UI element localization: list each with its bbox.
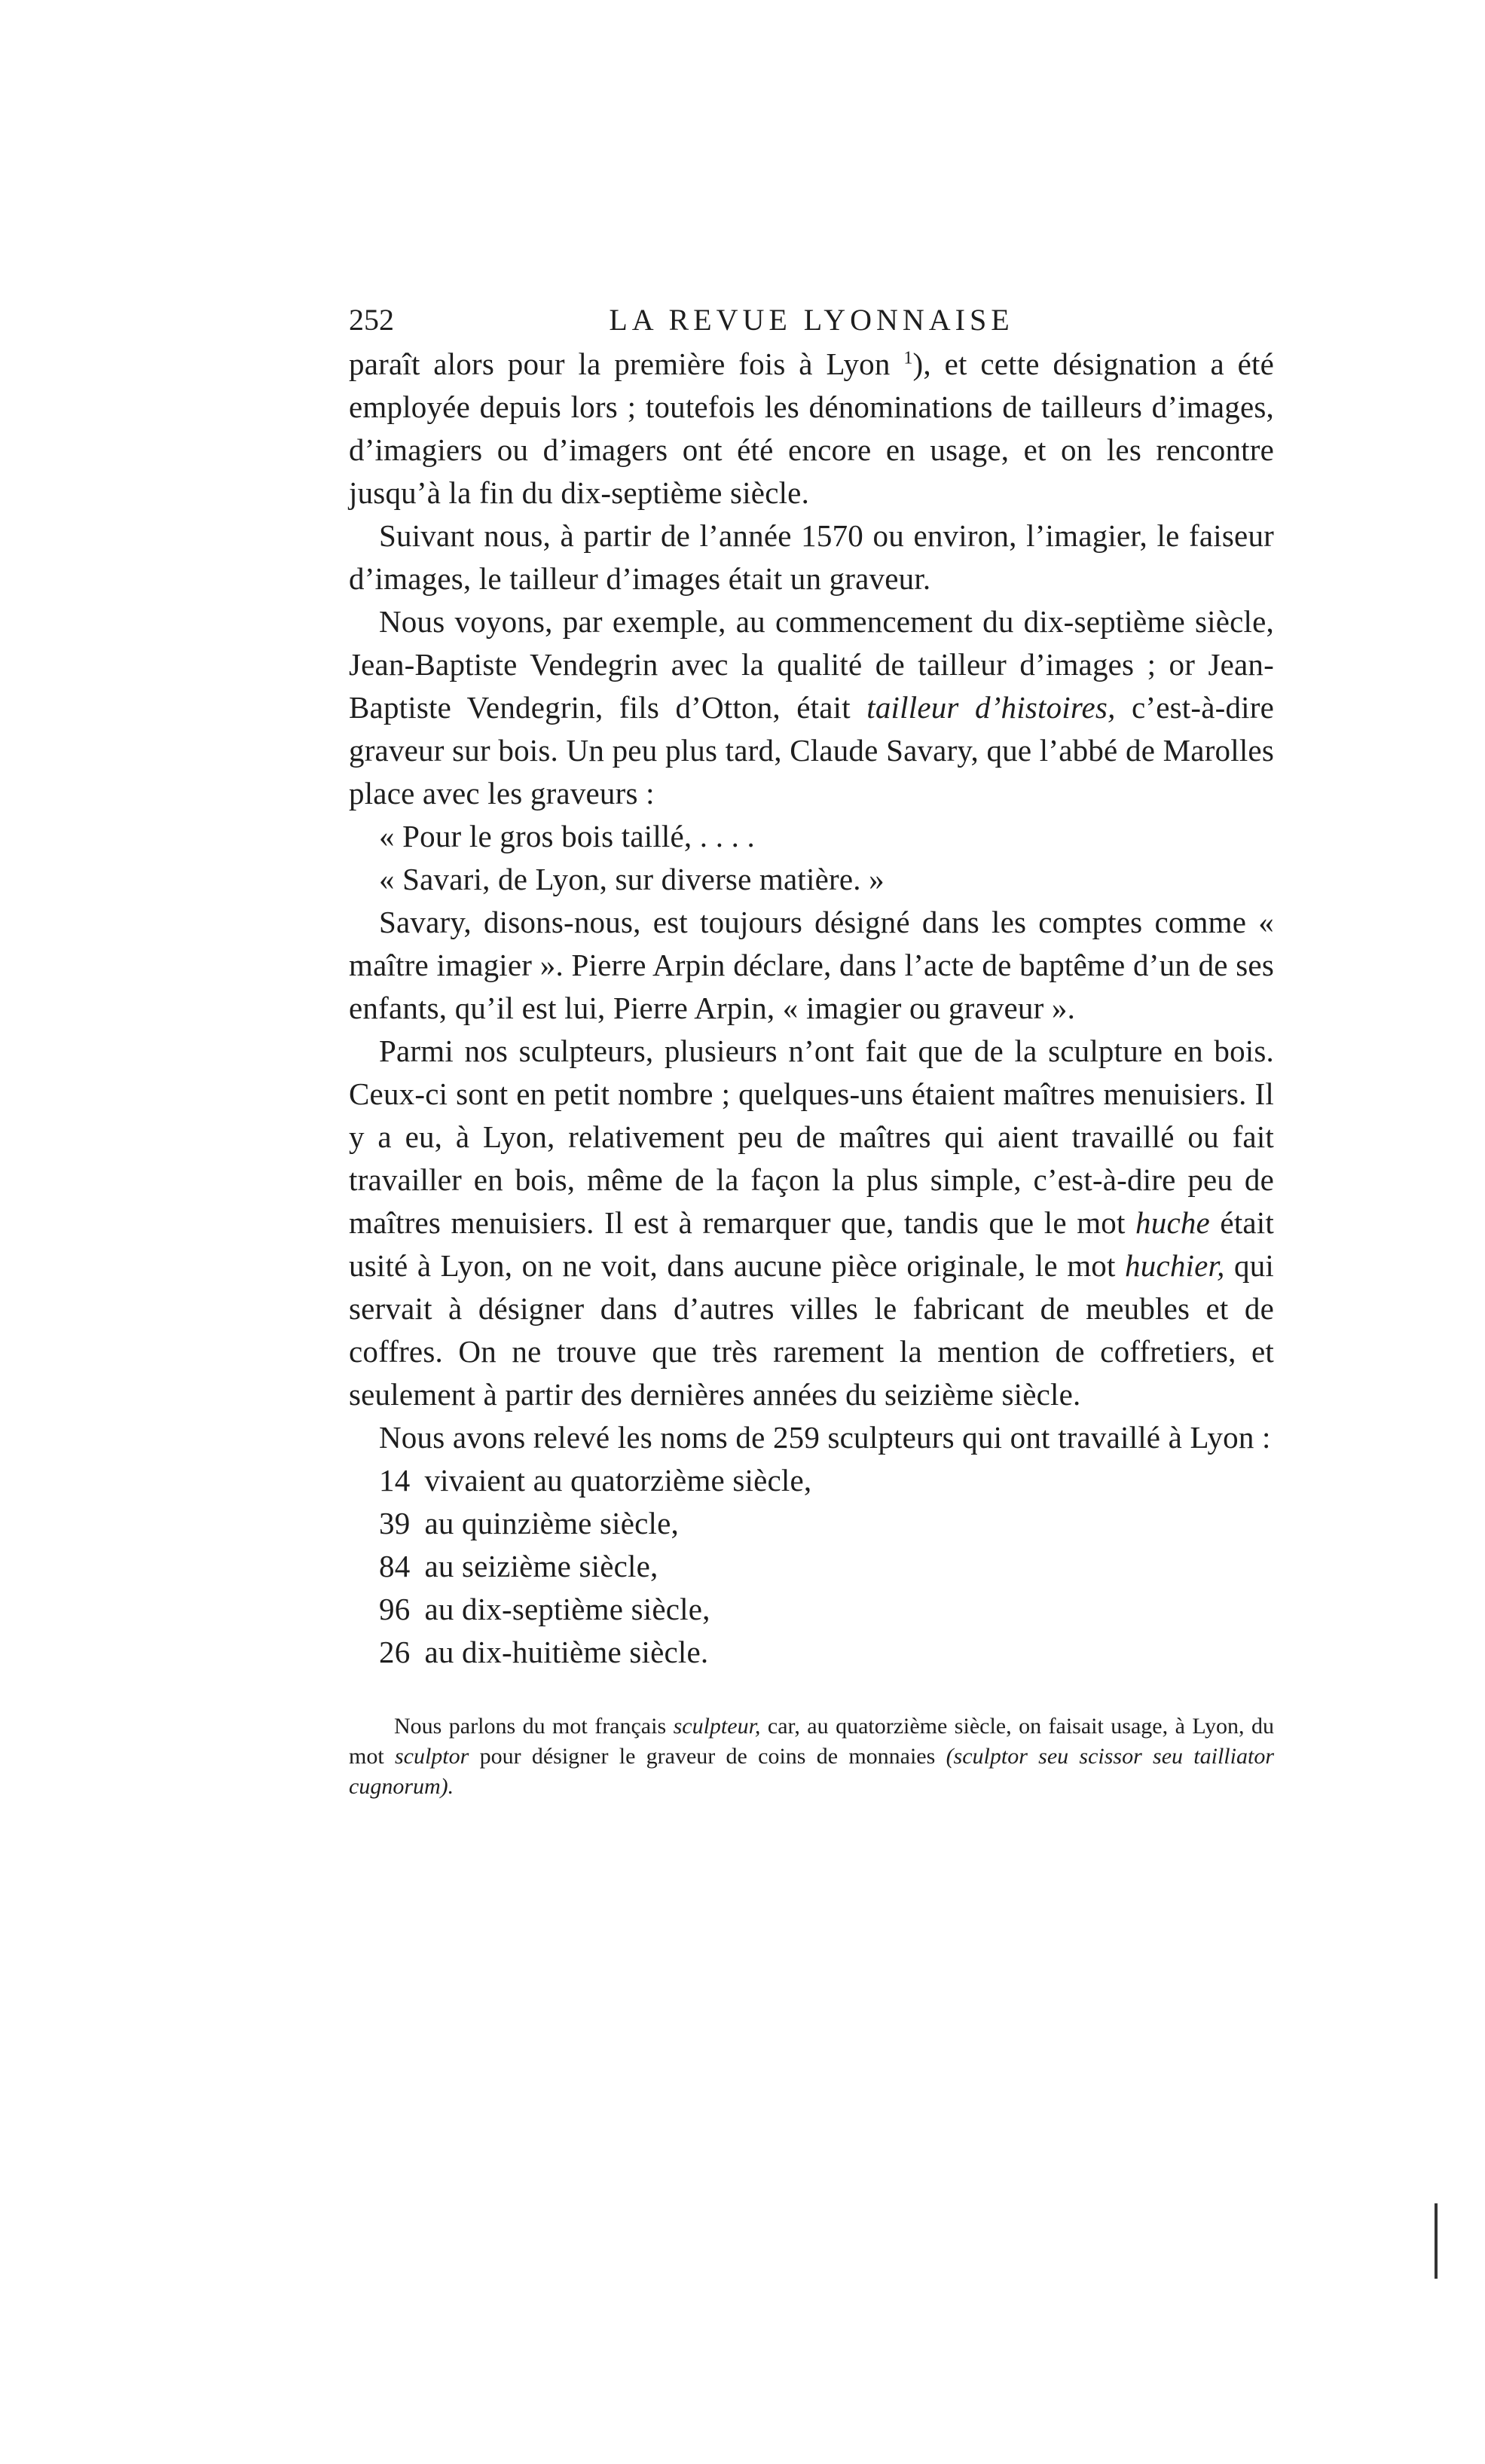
page-edge-mark bbox=[1435, 2203, 1438, 2279]
century-count-list bbox=[349, 1459, 1274, 1674]
quotation-line-1: « Pour le gros bois taillé, . . . . bbox=[379, 819, 755, 853]
list-item: 39 au quinzième siècle, bbox=[379, 1506, 679, 1540]
paragraph-3: Nous voyons, par exemple, au commencement du dix-septième siècle, Jean-Baptiste Vendegrin avec la qualité de tailleur d’images ; or Jean-Baptiste Vendegrin, fils d’Otton, était tailleur d’histoires, c’est-à-dire graveur sur bois. Un peu plus tard, Claude Savary, que l’abbé de Marolles place avec les graveurs : bbox=[349, 604, 1274, 811]
body-text bbox=[349, 343, 1274, 1674]
running-title: LA REVUE LYONNAISE bbox=[609, 303, 1014, 337]
list-item: 96 au dix-septième siècle, bbox=[379, 1592, 710, 1626]
paragraph-1: paraît alors pour la première fois à Lyon $^1$), et cette désignation a été employée depuis lors ; toutefois les dénominations de tailleurs d’images, d’imagiers ou d’imagers ont été encore en usage, et on les rencontre jusqu’à la fin du dix-septième siècle. bbox=[349, 347, 1274, 510]
page-number: 252 bbox=[349, 303, 394, 337]
list-item: 26 au dix-huitième siècle. bbox=[379, 1635, 709, 1669]
paragraph-6: Nous avons relevé les noms de 259 sculpteurs qui ont travaillé à Lyon : bbox=[379, 1420, 1271, 1455]
page-header bbox=[349, 298, 1274, 343]
book-page bbox=[349, 298, 1274, 1802]
list-item: 14 vivaient au quatorzième siècle, bbox=[379, 1463, 812, 1498]
footnote-reference[interactable]: 1 bbox=[903, 348, 913, 368]
paragraph-5: Parmi nos sculpteurs, plusieurs n’ont fait que de la sculpture en bois. Ceux-ci sont en petit nombre ; quelques-uns étaient maîtres menuisiers. Il y a eu, à Lyon, relativement peu de maîtres qui aient travaillé ou fait travailler en bois, même de la façon la plus simple, c’est-à-dire peu de maîtres menuisiers. Il est à remarquer que, tandis que le mot huche était usité à Lyon, on ne voit, dans aucune pièce originale, le mot huchier, qui servait à désigner dans d’autres villes le fabricant de meubles et de coffres. On ne trouve que très rarement la mention de coffretiers, et seulement à partir des dernières années du seizième siècle. bbox=[349, 1034, 1274, 1412]
list-item: 84 au seizième siècle, bbox=[379, 1549, 658, 1583]
quotation-line-2: « Savari, de Lyon, sur diverse matière. » bbox=[379, 862, 885, 896]
paragraph-4: Savary, disons-nous, est toujours désigné dans les comptes comme « maître imagier ». Pierre Arpin déclare, dans l’acte de baptême d’un de ses enfants, qu’il est lui, Pierre Arpin, « imagier ou graveur ». bbox=[349, 905, 1274, 1025]
paragraph-2: Suivant nous, à partir de l’année 1570 ou environ, l’imagier, le faiseur d’images, le tailleur d’images était un graveur. bbox=[349, 518, 1274, 596]
footnote-text: Nous parlons du mot français sculpteur, car, au quatorzième siècle, on faisait usage, à Lyon, du mot sculptor pour désigner le graveur de coins de monnaies (sculptor seu scissor seu tailliator cugnorum). bbox=[349, 1714, 1274, 1799]
footnote bbox=[349, 1711, 1274, 1802]
